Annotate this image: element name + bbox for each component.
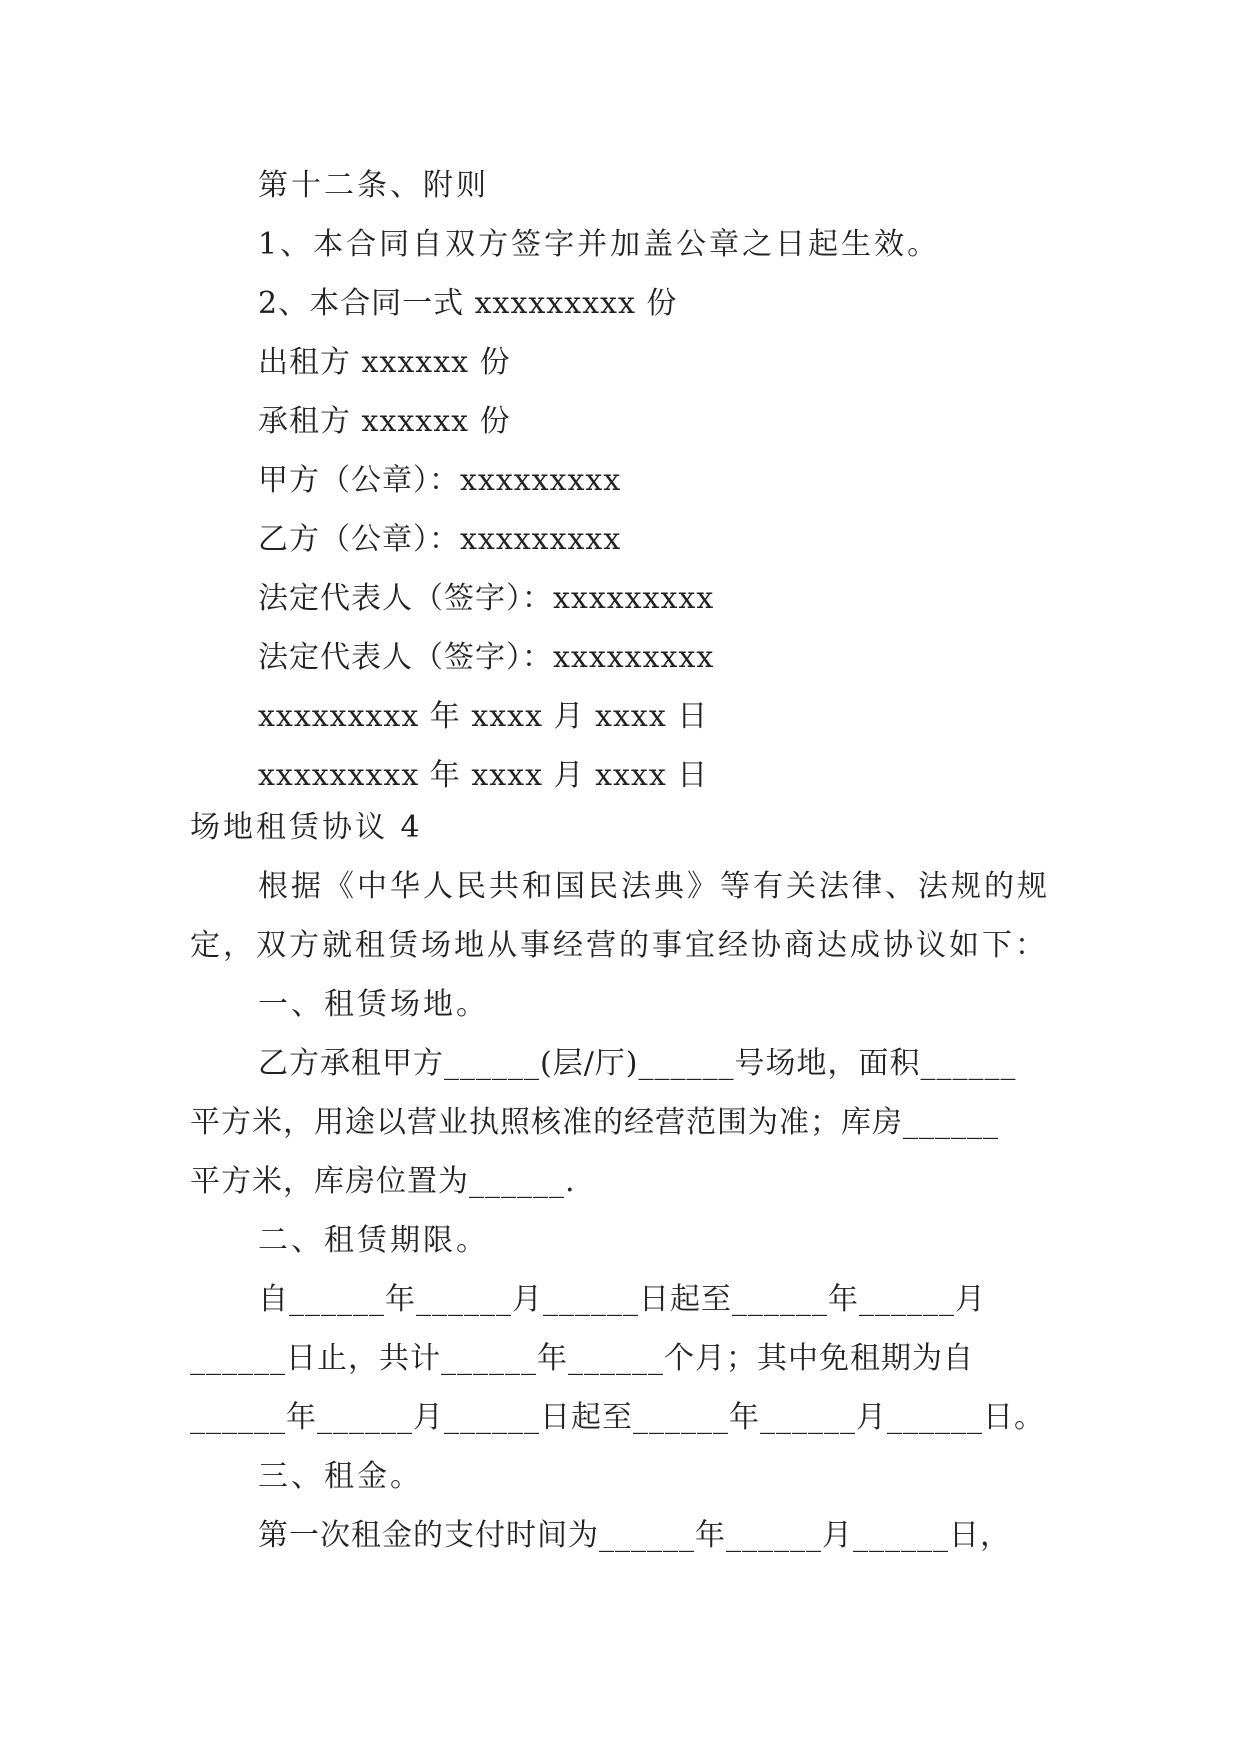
subheading: 三、租金。	[258, 1459, 423, 1494]
paragraph-line: ______年______月______日起至______年______月______日。	[190, 1400, 1045, 1435]
signature-line: 法定代表人（签字）：xxxxxxxxx	[258, 640, 715, 675]
clause-line: 承租方 xxxxxx 份	[258, 404, 511, 439]
subheading: 一、租赁场地。	[258, 987, 489, 1022]
paragraph-line: 根据《中华人民共和国民法典》等有关法律、法规的规	[258, 869, 1050, 904]
paragraph-line: 平方米，用途以营业执照核准的经营范围为准；库房______	[190, 1105, 999, 1140]
date-line: xxxxxxxxx 年 xxxx 月 xxxx 日	[258, 758, 709, 793]
paragraph-line: 第一次租金的支付时间为______年______月______日，	[258, 1518, 1011, 1553]
clause-line: 1、本合同自双方签字并加盖公章之日起生效。	[258, 227, 941, 262]
clause-line: 2、本合同一式 xxxxxxxxx 份	[258, 286, 678, 321]
signature-line: 甲方（公章）：xxxxxxxxx	[258, 463, 622, 498]
signature-line: 乙方（公章）：xxxxxxxxx	[258, 522, 622, 557]
subheading: 二、租赁期限。	[258, 1223, 489, 1258]
paragraph-line: ______日止，共计______年______个月；其中免租期为自	[190, 1341, 974, 1376]
paragraph-line: 平方米，库房位置为______.	[190, 1164, 576, 1199]
article-heading: 第十二条、附则	[258, 168, 489, 203]
date-line: xxxxxxxxx 年 xxxx 月 xxxx 日	[258, 699, 709, 734]
paragraph-line: 自______年______月______日起至______年______月	[258, 1282, 986, 1317]
paragraph-line: 乙方承租甲方______(层/厅)______号场地，面积______	[258, 1046, 1017, 1081]
paragraph-line: 定，双方就租赁场地从事经营的事宜经协商达成协议如下：	[190, 928, 1048, 963]
clause-line: 出租方 xxxxxx 份	[258, 345, 511, 380]
section-title: 场地租赁协议 4	[190, 810, 423, 845]
signature-line: 法定代表人（签字）：xxxxxxxxx	[258, 581, 715, 616]
